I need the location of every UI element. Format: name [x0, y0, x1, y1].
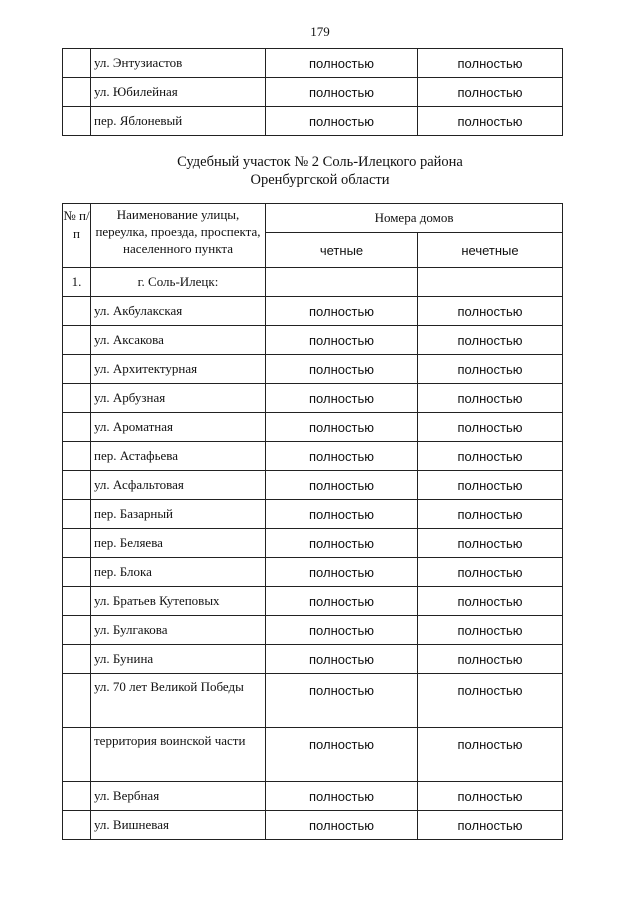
- odd-numbers-cell: полностью: [418, 326, 563, 355]
- even-numbers-cell: полностью: [266, 811, 418, 840]
- settlement-row: [63, 268, 563, 297]
- number-cell: [63, 674, 91, 728]
- street-name: пер. Яблоневый: [91, 107, 266, 136]
- odd-numbers-cell: полностью: [418, 616, 563, 645]
- odd-numbers-cell: полностью: [418, 645, 563, 674]
- number-cell: [63, 355, 91, 384]
- number-cell: [63, 529, 91, 558]
- table-row: [63, 587, 563, 616]
- odd-numbers-cell: полностью: [418, 811, 563, 840]
- even-numbers-cell: полностью: [266, 529, 418, 558]
- odd-numbers-cell: полностью: [418, 728, 563, 782]
- odd-numbers-cell: полностью: [418, 558, 563, 587]
- street-name: ул. Арбузная: [91, 384, 266, 413]
- odd-numbers-cell: полностью: [418, 384, 563, 413]
- street-name: пер. Беляева: [91, 529, 266, 558]
- odd-numbers-cell: [418, 268, 563, 297]
- even-numbers-cell: полностью: [266, 442, 418, 471]
- number-cell: [63, 811, 91, 840]
- row-number: 1.: [63, 268, 91, 297]
- even-numbers-cell: полностью: [266, 49, 418, 78]
- table-row: [63, 811, 563, 840]
- table-row: [63, 413, 563, 442]
- number-cell: [63, 645, 91, 674]
- table-row: [63, 674, 563, 728]
- column-header-house-numbers: Номера домов: [266, 204, 563, 233]
- number-cell: [63, 728, 91, 782]
- streets-table: [62, 203, 563, 840]
- table-row: [63, 442, 563, 471]
- table-row: [63, 78, 563, 107]
- street-name: ул. Бунина: [91, 645, 266, 674]
- even-numbers-cell: полностью: [266, 326, 418, 355]
- number-cell: [63, 471, 91, 500]
- street-name: ул. 70 лет Великой Победы: [91, 674, 266, 728]
- table-row: [63, 558, 563, 587]
- street-name: ул. Братьев Кутеповых: [91, 587, 266, 616]
- section-title-line-1: Судебный участок № 2 Соль-Илецкого района: [177, 154, 463, 170]
- number-cell: [63, 558, 91, 587]
- street-name: ул. Энтузиастов: [91, 49, 266, 78]
- number-cell: [63, 587, 91, 616]
- settlement-name: г. Соль-Илецк:: [91, 268, 266, 297]
- street-name: ул. Булгакова: [91, 616, 266, 645]
- column-header-name: Наименование улицы, переулка, проезда, проспекта, населенного пункта: [91, 204, 266, 268]
- odd-numbers-cell: полностью: [418, 49, 563, 78]
- table-row: [63, 384, 563, 413]
- even-numbers-cell: полностью: [266, 384, 418, 413]
- even-numbers-cell: полностью: [266, 107, 418, 136]
- street-name: пер. Астафьева: [91, 442, 266, 471]
- number-cell: [63, 413, 91, 442]
- even-numbers-cell: полностью: [266, 500, 418, 529]
- table-header-row: [63, 204, 563, 233]
- table-row: [63, 500, 563, 529]
- table-row: [63, 107, 563, 136]
- even-numbers-cell: полностью: [266, 616, 418, 645]
- odd-numbers-cell: полностью: [418, 107, 563, 136]
- odd-numbers-cell: полностью: [418, 355, 563, 384]
- odd-numbers-cell: полностью: [418, 500, 563, 529]
- street-name: ул. Архитектурная: [91, 355, 266, 384]
- even-numbers-cell: [266, 268, 418, 297]
- number-cell: [63, 297, 91, 326]
- even-numbers-cell: полностью: [266, 355, 418, 384]
- number-cell: [63, 616, 91, 645]
- even-numbers-cell: полностью: [266, 782, 418, 811]
- street-name: ул. Акбулакская: [91, 297, 266, 326]
- column-header-even: четные: [266, 233, 418, 268]
- table-row: [63, 529, 563, 558]
- column-header-odd: нечетные: [418, 233, 563, 268]
- table-row: [63, 616, 563, 645]
- street-name: ул. Юбилейная: [91, 78, 266, 107]
- section-title: [0, 153, 640, 189]
- table-row: [63, 49, 563, 78]
- street-name: ул. Ароматная: [91, 413, 266, 442]
- even-numbers-cell: полностью: [266, 297, 418, 326]
- even-numbers-cell: полностью: [266, 471, 418, 500]
- table-row: [63, 782, 563, 811]
- street-name: пер. Базарный: [91, 500, 266, 529]
- number-cell: [63, 78, 91, 107]
- even-numbers-cell: полностью: [266, 558, 418, 587]
- odd-numbers-cell: полностью: [418, 78, 563, 107]
- street-name: ул. Асфальтовая: [91, 471, 266, 500]
- even-numbers-cell: полностью: [266, 587, 418, 616]
- table-row: [63, 645, 563, 674]
- continuation-table: [62, 48, 563, 136]
- number-cell: [63, 384, 91, 413]
- odd-numbers-cell: полностью: [418, 529, 563, 558]
- street-name: ул. Вербная: [91, 782, 266, 811]
- column-header-number: № п/п: [63, 204, 91, 268]
- odd-numbers-cell: полностью: [418, 413, 563, 442]
- odd-numbers-cell: полностью: [418, 471, 563, 500]
- number-cell: [63, 49, 91, 78]
- even-numbers-cell: полностью: [266, 78, 418, 107]
- number-cell: [63, 442, 91, 471]
- page-number: 179: [310, 24, 330, 39]
- street-name: ул. Вишневая: [91, 811, 266, 840]
- odd-numbers-cell: полностью: [418, 442, 563, 471]
- street-name: ул. Аксакова: [91, 326, 266, 355]
- number-cell: [63, 782, 91, 811]
- section-title-line-2: Оренбургской области: [250, 172, 390, 188]
- odd-numbers-cell: полностью: [418, 782, 563, 811]
- table-row: [63, 471, 563, 500]
- table-row: [63, 326, 563, 355]
- number-cell: [63, 500, 91, 529]
- street-name: территория воинской части: [91, 728, 266, 782]
- table-row: [63, 728, 563, 782]
- even-numbers-cell: полностью: [266, 728, 418, 782]
- number-cell: [63, 326, 91, 355]
- street-name: пер. Блока: [91, 558, 266, 587]
- odd-numbers-cell: полностью: [418, 587, 563, 616]
- odd-numbers-cell: полностью: [418, 297, 563, 326]
- table-row: [63, 355, 563, 384]
- table-row: [63, 297, 563, 326]
- even-numbers-cell: полностью: [266, 645, 418, 674]
- number-cell: [63, 107, 91, 136]
- even-numbers-cell: полностью: [266, 413, 418, 442]
- even-numbers-cell: полностью: [266, 674, 418, 728]
- odd-numbers-cell: полностью: [418, 674, 563, 728]
